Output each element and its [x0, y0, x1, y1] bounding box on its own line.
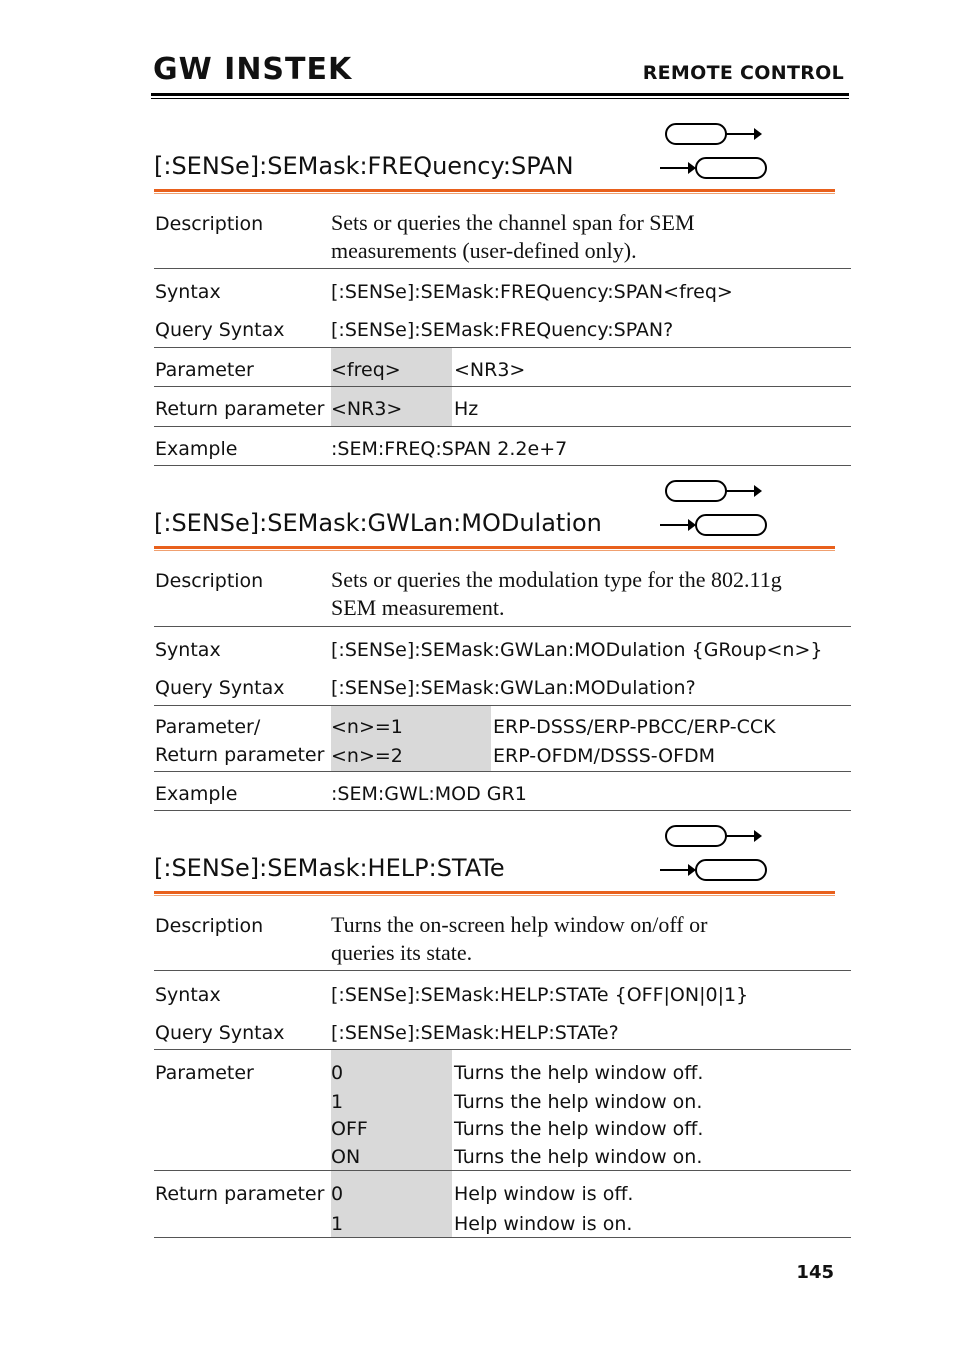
example-label: Example [155, 438, 238, 460]
description-line-1: Sets or queries the modulation type for the 802.11g [331, 567, 782, 592]
row-divider [154, 970, 851, 971]
return-parameter-label: Return parameter [155, 744, 325, 766]
parameter-label: Parameter [155, 359, 254, 381]
param-name: OFF [331, 1118, 368, 1140]
row-divider [154, 465, 851, 466]
section-rule [154, 891, 835, 894]
row-divider [154, 705, 851, 706]
section-rule [154, 546, 835, 549]
description-line-1: Sets or queries the channel span for SEM [331, 210, 695, 235]
parameter-label: Parameter [155, 1062, 254, 1084]
row-divider [154, 1170, 851, 1171]
param-name: <n>=2 [331, 745, 403, 767]
example-value: :SEM:FREQ:SPAN 2.2e+7 [331, 438, 568, 460]
row-divider [154, 268, 851, 269]
param-value: <NR3> [454, 359, 526, 381]
return-value: Hz [454, 398, 479, 420]
param-value: Turns the help window off. [454, 1118, 704, 1140]
parameter-label: Parameter/ [155, 716, 261, 738]
param-value: Turns the help window on. [454, 1146, 703, 1168]
return-name: 0 [331, 1183, 344, 1205]
syntax-value: [:SENSe]:SEMask:GWLan:MODulation {GRoup<n>} [331, 639, 823, 661]
row-divider [154, 1237, 851, 1238]
query-syntax-value: [:SENSe]:SEMask:GWLan:MODulation? [331, 677, 696, 699]
return-parameter-label: Return parameter [155, 1183, 325, 1205]
return-parameter-label: Return parameter [155, 398, 325, 420]
param-value: ERP-DSSS/ERP-PBCC/ERP-CCK [493, 716, 776, 738]
syntax-label: Syntax [155, 639, 221, 661]
row-divider [154, 347, 851, 348]
row-divider [154, 626, 851, 627]
header-rule-thin [151, 98, 849, 99]
return-name: 1 [331, 1213, 344, 1235]
description-label: Description [155, 213, 264, 235]
row-divider [154, 1049, 851, 1050]
syntax-label: Syntax [155, 984, 221, 1006]
example-value: :SEM:GWL:MOD GR1 [331, 783, 527, 805]
section-title-help-state: [:SENSe]:SEMask:HELP:STATe [154, 854, 505, 882]
row-divider [154, 386, 851, 387]
page-number: 145 [796, 1262, 834, 1283]
description-line-1: Turns the on-screen help window on/off or [331, 912, 708, 937]
section-title-freq-span: [:SENSe]:SEMask:FREQuency:SPAN [154, 152, 574, 180]
syntax-value: [:SENSe]:SEMask:HELP:STATe {OFF|ON|0|1} [331, 984, 749, 1006]
query-syntax-label: Query Syntax [155, 319, 285, 341]
syntax-label: Syntax [155, 281, 221, 303]
section-rule [154, 189, 835, 192]
example-label: Example [155, 783, 238, 805]
query-syntax-value: [:SENSe]:SEMask:HELP:STATe? [331, 1022, 619, 1044]
query-syntax-label: Query Syntax [155, 677, 285, 699]
param-value: Turns the help window on. [454, 1091, 703, 1113]
description-line-2: queries its state. [331, 940, 473, 965]
query-syntax-label: Query Syntax [155, 1022, 285, 1044]
syntax-value: [:SENSe]:SEMask:FREQuency:SPAN<freq> [331, 281, 733, 303]
header-rule [151, 93, 849, 96]
description-line-2: measurements (user-defined only). [331, 238, 637, 263]
query-syntax-value: [:SENSe]:SEMask:FREQuency:SPAN? [331, 319, 674, 341]
header-section-title: REMOTE CONTROL [642, 62, 844, 84]
section-rule-shadow [154, 193, 835, 194]
param-name: ON [331, 1146, 361, 1168]
param-name: <freq> [331, 359, 401, 381]
param-value: Turns the help window off. [454, 1062, 704, 1084]
set-query-icon [660, 824, 768, 884]
return-value: Help window is off. [454, 1183, 634, 1205]
brand-logo: GW INSTEK [153, 52, 353, 87]
param-name: 1 [331, 1091, 344, 1113]
set-query-icon [660, 479, 768, 539]
return-value: Help window is on. [454, 1213, 633, 1235]
return-name: <NR3> [331, 398, 403, 420]
section-rule-shadow [154, 550, 835, 551]
section-title-gwlan-modulation: [:SENSe]:SEMask:GWLan:MODulation [154, 509, 602, 537]
param-name: <n>=1 [331, 716, 403, 738]
row-divider [154, 810, 851, 811]
row-divider [154, 426, 851, 427]
description-label: Description [155, 570, 264, 592]
param-value: ERP-OFDM/DSSS-OFDM [493, 745, 716, 767]
section-rule-shadow [154, 895, 835, 896]
param-name: 0 [331, 1062, 344, 1084]
set-query-icon [660, 122, 768, 182]
description-label: Description [155, 915, 264, 937]
row-divider [154, 771, 851, 772]
description-line-2: SEM measurement. [331, 595, 505, 620]
